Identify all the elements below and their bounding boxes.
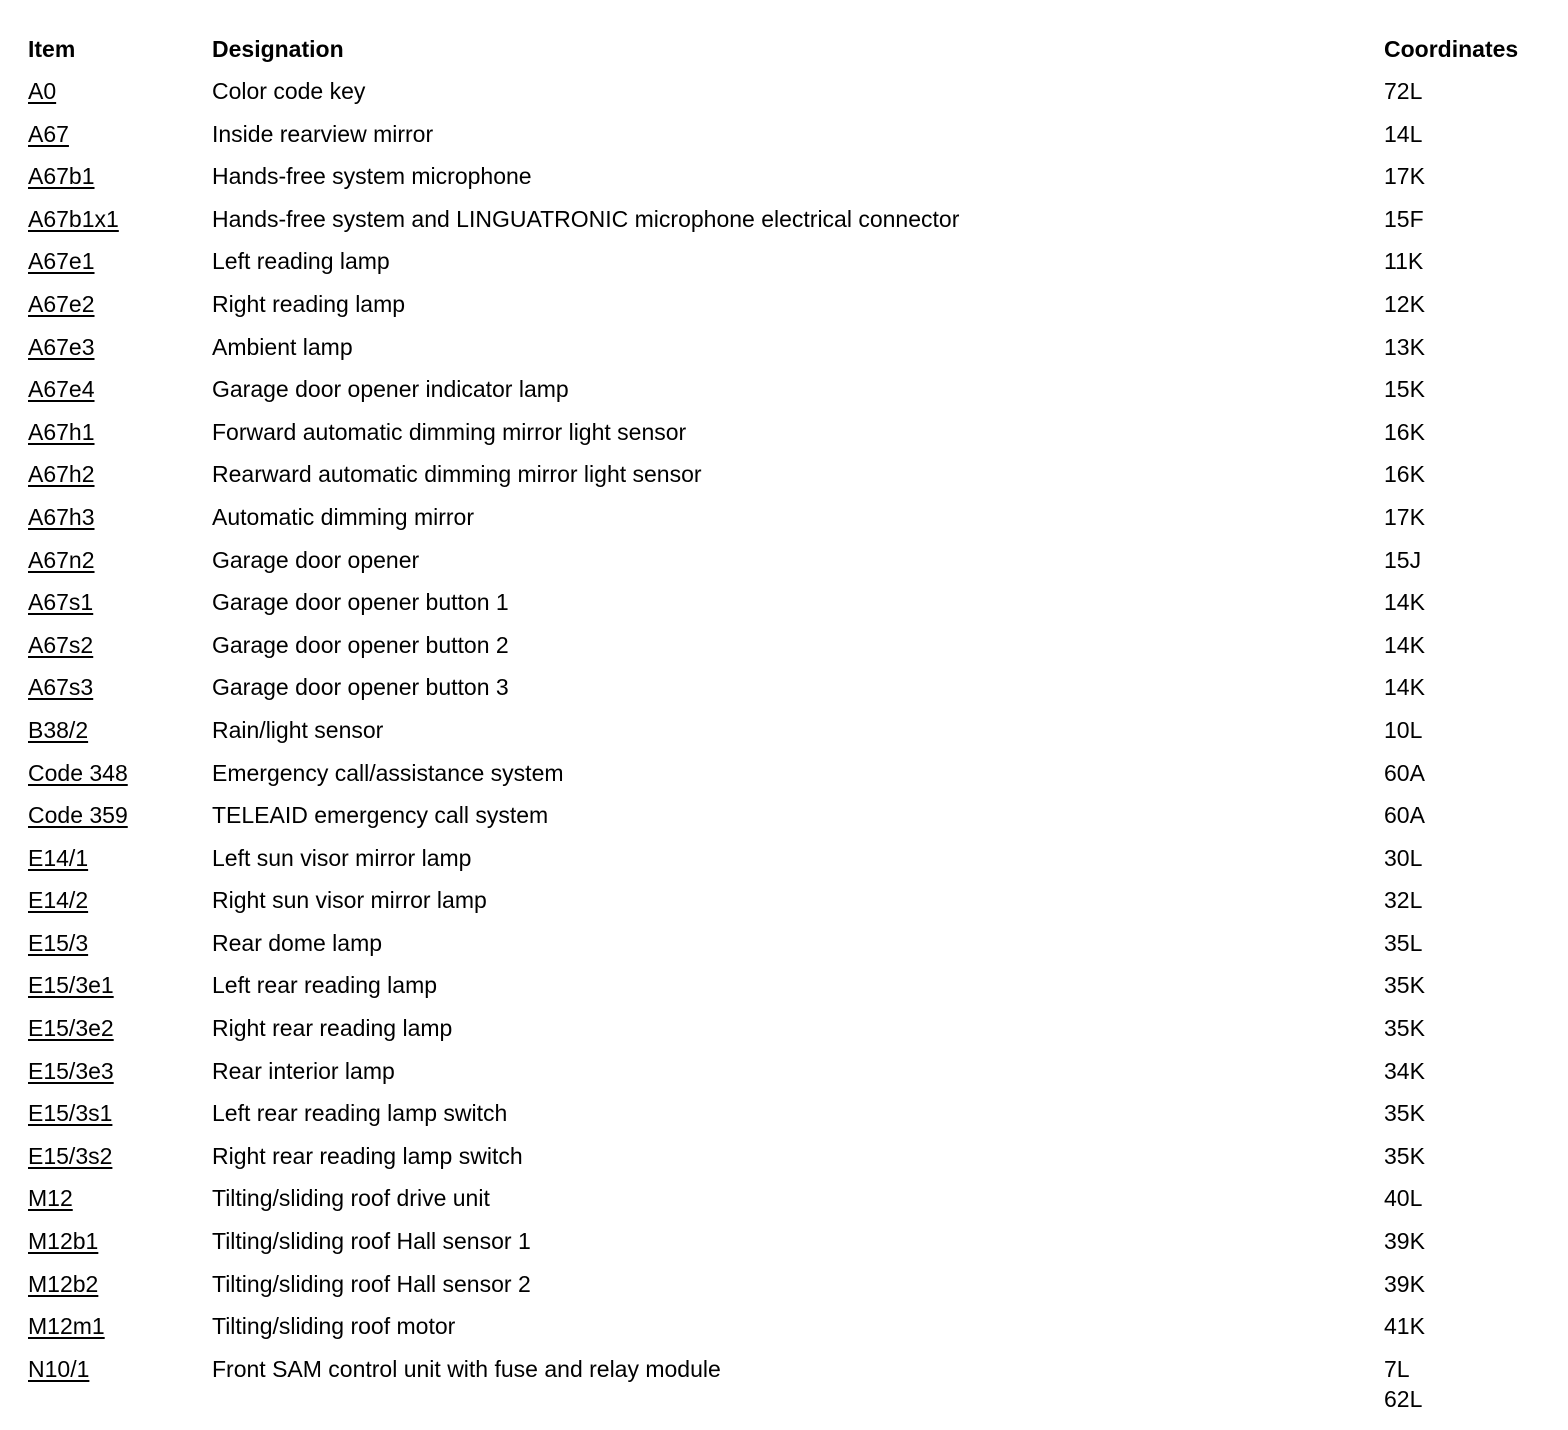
- item-link[interactable]: M12b2: [28, 1270, 99, 1297]
- designation-cell: Right sun visor mirror lamp: [212, 887, 487, 914]
- item-link[interactable]: A0: [28, 78, 57, 104]
- item-cell: [28, 240, 212, 282]
- designation-cell: Tilting/sliding roof drive unit: [212, 1185, 490, 1212]
- designation-cell: Forward automatic dimming mirror light sensor: [212, 418, 687, 445]
- table-row: [28, 326, 1548, 369]
- item-link[interactable]: E15/3: [28, 929, 89, 956]
- item-link[interactable]: E15/3s1: [28, 1100, 113, 1127]
- designation-cell: Tilting/sliding roof Hall sensor 2: [212, 1270, 531, 1297]
- header-designation: Designation: [212, 36, 344, 62]
- designation-cell: Right rear reading lamp: [212, 1015, 453, 1042]
- item-link[interactable]: N10/1: [28, 1355, 90, 1382]
- item-cell: [28, 709, 212, 751]
- coordinates-cell: 72L: [1384, 78, 1423, 104]
- coordinates-cell: 35K: [1384, 972, 1425, 999]
- designation-cell: Garage door opener: [212, 546, 420, 573]
- item-link[interactable]: A67h1: [28, 418, 95, 445]
- designation-cell: Automatic dimming mirror: [212, 503, 474, 530]
- coordinates-cell: 11K: [1384, 248, 1424, 275]
- table-row: [28, 453, 1548, 496]
- item-cell: [28, 666, 212, 708]
- item-link[interactable]: A67s3: [28, 674, 94, 701]
- coordinate-value: 62L: [1384, 1385, 1423, 1412]
- table-row: [28, 1092, 1548, 1135]
- item-cell: [28, 453, 212, 495]
- item-cell: [28, 1220, 212, 1262]
- table-row: [28, 198, 1548, 241]
- table-row: [28, 794, 1548, 837]
- designation-cell: Left rear reading lamp: [212, 972, 438, 999]
- table-row: [28, 1177, 1548, 1220]
- item-cell: [28, 1305, 212, 1347]
- coordinates-cell: 16K: [1384, 418, 1425, 445]
- designation-cell: TELEAID emergency call system: [212, 802, 549, 829]
- designation-cell: Left rear reading lamp switch: [212, 1100, 508, 1127]
- coordinates-cell: 10L: [1384, 716, 1423, 743]
- item-cell: [28, 368, 212, 410]
- item-link[interactable]: A67s1: [28, 589, 94, 616]
- item-link[interactable]: A67n2: [28, 546, 95, 573]
- designation-cell: Rearward automatic dimming mirror light sensor: [212, 461, 702, 488]
- designation-cell: Garage door opener indicator lamp: [212, 376, 569, 403]
- coordinates-cell: 12K: [1384, 290, 1425, 317]
- coordinates-cell: 60A: [1384, 802, 1425, 829]
- item-cell: [28, 922, 212, 964]
- coordinates-cell: 14K: [1384, 631, 1425, 658]
- designation-cell: Garage door opener button 1: [212, 589, 509, 616]
- table-body: [28, 70, 1548, 1414]
- table-row: [28, 624, 1548, 667]
- designation-cell: Hands-free system and LINGUATRONIC microphone electrical connector: [212, 205, 960, 232]
- designation-cell: Left sun visor mirror lamp: [212, 844, 472, 871]
- coordinates-cell: 30L: [1384, 844, 1423, 871]
- designation-cell: Tilting/sliding roof motor: [212, 1313, 456, 1340]
- item-link[interactable]: M12b1: [28, 1228, 99, 1255]
- table-row: [28, 964, 1548, 1007]
- table-row: [28, 1050, 1548, 1093]
- table-row: [28, 581, 1548, 624]
- designation-cell: Right rear reading lamp switch: [212, 1142, 523, 1169]
- item-link[interactable]: E15/3s2: [28, 1142, 113, 1169]
- table-row: [28, 496, 1548, 539]
- item-link[interactable]: E14/2: [28, 887, 89, 914]
- coordinates-cell: 13K: [1384, 333, 1425, 360]
- coordinates-cell: 32L: [1384, 887, 1423, 914]
- item-cell: [28, 964, 212, 1006]
- item-link[interactable]: A67e2: [28, 290, 95, 317]
- designation-cell: Ambient lamp: [212, 333, 353, 360]
- table-row: [28, 539, 1548, 582]
- coordinates-cell: 17K: [1384, 163, 1425, 190]
- table-row: [28, 1220, 1548, 1263]
- item-cell: [28, 752, 212, 794]
- coordinates-cell: 60A: [1384, 759, 1425, 786]
- coordinates-cell: 40L: [1384, 1185, 1423, 1212]
- table-row: [28, 1263, 1548, 1306]
- designation-cell: Rear dome lamp: [212, 929, 383, 956]
- item-cell: [28, 113, 212, 155]
- coordinates-cell: 35K: [1384, 1015, 1425, 1042]
- designation-cell: Garage door opener button 3: [212, 674, 509, 701]
- coordinates-cell: 14L: [1384, 120, 1423, 147]
- designation-cell: Inside rearview mirror: [212, 120, 434, 147]
- item-link[interactable]: M12m1: [28, 1313, 105, 1340]
- item-link[interactable]: Code 359: [28, 802, 128, 829]
- designation-cell: Emergency call/assistance system: [212, 759, 564, 786]
- item-cell: [28, 1092, 212, 1134]
- coordinates-cell: 41K: [1384, 1313, 1425, 1340]
- coordinates-cell: 17K: [1384, 503, 1425, 530]
- item-cell: [28, 326, 212, 368]
- table-row: [28, 709, 1548, 752]
- table-row: [28, 411, 1548, 454]
- item-link[interactable]: E15/3e2: [28, 1015, 114, 1042]
- table-row: [28, 1007, 1548, 1050]
- table-row: [28, 1348, 1548, 1414]
- table-row: [28, 240, 1548, 283]
- table-row: [28, 368, 1548, 411]
- item-link[interactable]: M12: [28, 1185, 73, 1212]
- coordinates-cell: [1384, 1348, 1544, 1414]
- item-link[interactable]: B38/2: [28, 716, 89, 743]
- item-cell: [28, 411, 212, 453]
- coordinates-cell: 14K: [1384, 589, 1425, 616]
- coordinates-cell: 34K: [1384, 1057, 1425, 1084]
- table-row: [28, 879, 1548, 922]
- item-link[interactable]: A67s2: [28, 631, 94, 658]
- designation-cell: Rain/light sensor: [212, 716, 384, 743]
- item-link[interactable]: A67e3: [28, 333, 95, 360]
- header-item: Item: [28, 36, 76, 62]
- item-link[interactable]: E15/3e3: [28, 1057, 114, 1084]
- item-cell: [28, 198, 212, 240]
- item-link[interactable]: A67h3: [28, 503, 95, 530]
- item-cell: [28, 1177, 212, 1219]
- table-row: [28, 1305, 1548, 1348]
- component-legend-table: [28, 28, 1548, 1414]
- item-link[interactable]: A67h2: [28, 461, 95, 488]
- item-link[interactable]: E14/1: [28, 844, 89, 871]
- item-link[interactable]: A67e4: [28, 376, 95, 403]
- designation-cell: Tilting/sliding roof Hall sensor 1: [212, 1228, 531, 1255]
- table-row: [28, 752, 1548, 795]
- item-link[interactable]: A67: [28, 120, 69, 147]
- item-link[interactable]: Code 348: [28, 759, 128, 786]
- designation-cell: Left reading lamp: [212, 248, 390, 275]
- item-cell: [28, 624, 212, 666]
- item-link[interactable]: A67b1: [28, 163, 95, 190]
- coordinates-cell: 14K: [1384, 674, 1425, 701]
- item-cell: [28, 70, 212, 112]
- table-row: [28, 1135, 1548, 1178]
- item-cell: [28, 496, 212, 538]
- item-cell: [28, 1050, 212, 1092]
- item-cell: [28, 1348, 212, 1390]
- item-cell: [28, 1007, 212, 1049]
- table-header-row: [28, 28, 1548, 70]
- table-row: [28, 837, 1548, 880]
- item-cell: [28, 794, 212, 836]
- item-cell: [28, 1135, 212, 1177]
- table-row: [28, 922, 1548, 965]
- coordinates-cell: 15K: [1384, 376, 1425, 403]
- designation-cell: Color code key: [212, 78, 366, 104]
- table-row: [28, 70, 1548, 113]
- designation-cell: Front SAM control unit with fuse and relay module: [212, 1355, 721, 1382]
- coordinate-value: 7L: [1384, 1355, 1410, 1382]
- designation-cell: Hands-free system microphone: [212, 163, 532, 190]
- item-cell: [28, 539, 212, 581]
- item-link[interactable]: A67b1x1: [28, 205, 119, 232]
- header-coordinates: Coordinates: [1384, 36, 1519, 62]
- item-cell: [28, 581, 212, 623]
- designation-cell: Rear interior lamp: [212, 1057, 395, 1084]
- item-cell: [28, 283, 212, 325]
- coordinates-cell: 15J: [1384, 546, 1422, 573]
- coordinates-cell: 35L: [1384, 929, 1423, 956]
- table-row: [28, 666, 1548, 709]
- table-row: [28, 155, 1548, 198]
- item-cell: [28, 879, 212, 921]
- coordinates-cell: 39K: [1384, 1228, 1425, 1255]
- item-cell: [28, 155, 212, 197]
- designation-cell: Garage door opener button 2: [212, 631, 509, 658]
- designation-cell: Right reading lamp: [212, 290, 406, 317]
- item-link[interactable]: E15/3e1: [28, 972, 114, 999]
- table-row: [28, 283, 1548, 326]
- item-cell: [28, 1263, 212, 1305]
- coordinates-cell: 15F: [1384, 205, 1424, 232]
- coordinates-cell: 39K: [1384, 1270, 1425, 1297]
- table-row: [28, 113, 1548, 156]
- item-link[interactable]: A67e1: [28, 248, 95, 275]
- coordinates-cell: 16K: [1384, 461, 1425, 488]
- coordinates-cell: 35K: [1384, 1142, 1425, 1169]
- item-cell: [28, 837, 212, 879]
- coordinates-cell: 35K: [1384, 1100, 1425, 1127]
